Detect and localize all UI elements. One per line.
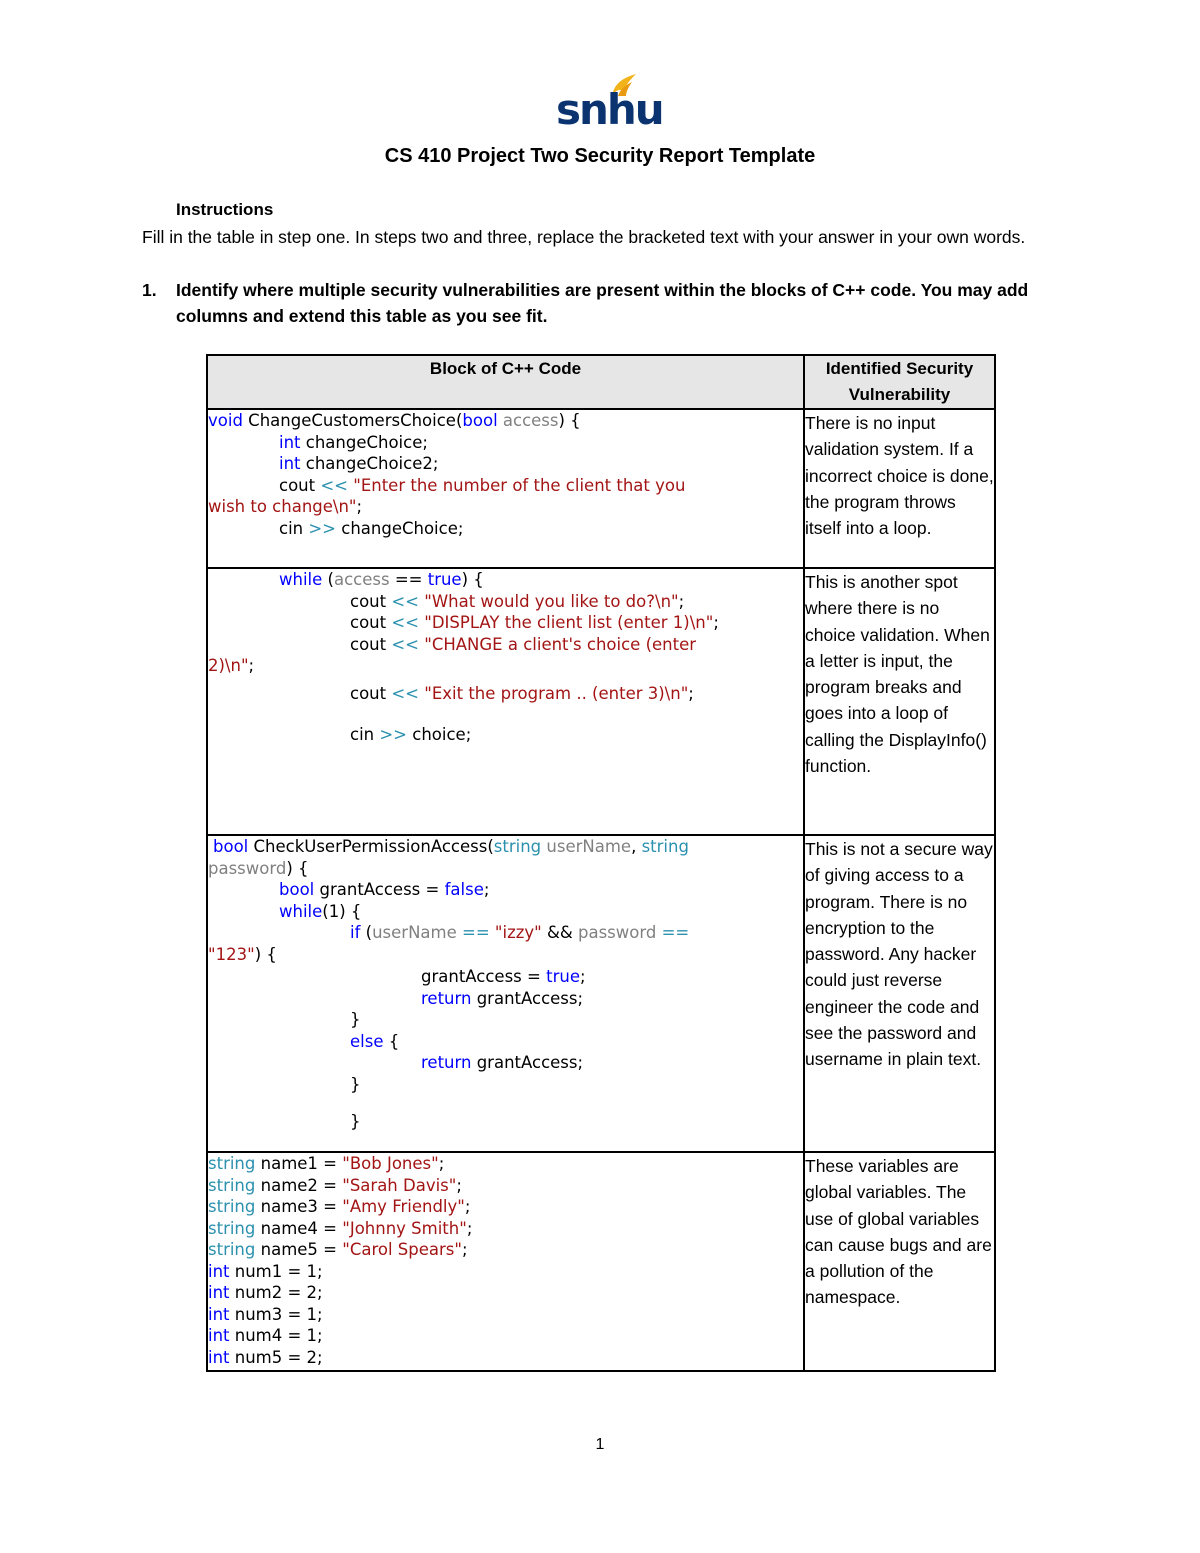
vulnerability-cell: These variables are global variables. The use of global variables can cause bugs and are a pollution of the namespace. [804,1152,995,1371]
page-number: 1 [595,1436,605,1453]
code-line: int num2 = 2; [208,1283,323,1302]
instructions-heading: Instructions [176,200,274,219]
table-row [207,835,995,1152]
code-line: cin >> choice; [350,725,472,744]
code-line: } [350,1112,361,1131]
document-title: CS 410 Project Two Security Report Template [384,145,816,167]
vulnerability-cell: This is another spot where there is no choice validation. When a letter is input, the program breaks and goes into a loop of calling the DisplayInfo() function. [804,568,995,835]
code-line: return grantAccess; [421,1053,584,1072]
code-line: while (access == true) { [279,570,484,589]
table-row [207,409,995,568]
code-line: } [350,1074,361,1094]
code-line: string name1 = "Bob Jones"; [208,1154,445,1173]
code-line: if (userName == "izzy" && password == [350,923,690,942]
code-line: cin >> changeChoice; [279,518,464,538]
code-line: while(1) { [279,901,362,921]
step-number: 1. [142,280,157,300]
code-line: cout << "Enter the number of the client that you [279,475,686,495]
header-vulnerability: Identified Security Vulnerability [804,355,995,409]
code-line: int changeChoice2; [279,454,439,473]
code-line: return grantAccess; [421,988,584,1008]
vulnerability-cell: There is no input validation system. If a incorrect choice is done, the program throws itself into a loop. [804,409,995,568]
code-line: cout << "What would you like to do?\n"; [350,591,685,611]
code-cell [207,568,804,835]
code-line: cout << "DISPLAY the client list (enter 1)\n"; [350,613,719,632]
code-line: } [350,1010,361,1029]
code-line: else { [350,1031,400,1051]
code-line: cout << "Exit the program .. (enter 3)\n"; [350,683,694,703]
code-line: string name3 = "Amy Friendly"; [208,1197,471,1216]
code-line: string name5 = "Carol Spears"; [208,1240,468,1259]
code-line: bool grantAccess = false; [279,880,490,899]
instructions-body: Fill in the table in step one. In steps two and three, replace the bracketed text with your answer in your own words. [142,227,1026,247]
code-line: bool CheckUserPermissionAccess(string userName, string [213,837,689,856]
table-header-row [207,355,995,409]
step-text: Identify where multiple security vulnerabilities are present within the blocks of C++ code. You may add columns and extend this table as you see fit. [176,280,1029,326]
code-line: 2)\n"; [208,656,255,675]
code-line: int changeChoice; [279,432,428,452]
code-line: wish to change\n"; [208,497,363,516]
code-cell [207,1152,804,1371]
code-line: int num4 = 1; [208,1326,323,1345]
snhu-logo [556,72,663,134]
code-line: grantAccess = true; [421,967,586,986]
code-line: cout << "CHANGE a client's choice (enter [350,634,697,654]
code-line: int num5 = 2; [208,1347,323,1367]
code-line: int num1 = 1; [208,1261,323,1281]
code-line: void ChangeCustomersChoice(bool access) { [208,411,581,430]
code-line: string name2 = "Sarah Davis"; [208,1175,462,1195]
code-cell [207,409,804,568]
global-declarations [208,1153,803,1368]
vulnerability-table [206,354,996,1372]
header-code: Block of C++ Code [207,355,804,409]
code-line: string name4 = "Johnny Smith"; [208,1218,473,1238]
code-line: "123") { [208,944,277,964]
vulnerability-cell: This is not a secure way of giving access to a program. There is no encryption to the password. Any hacker could just reverse engineer the code and see the password and username in plain text. [804,835,995,1152]
logo-text: snhu [556,85,663,134]
table-row [207,1152,995,1371]
code-cell [207,835,804,1152]
code-line: int num3 = 1; [208,1304,323,1324]
code-line: password) { [208,858,309,878]
table-row [207,568,995,835]
